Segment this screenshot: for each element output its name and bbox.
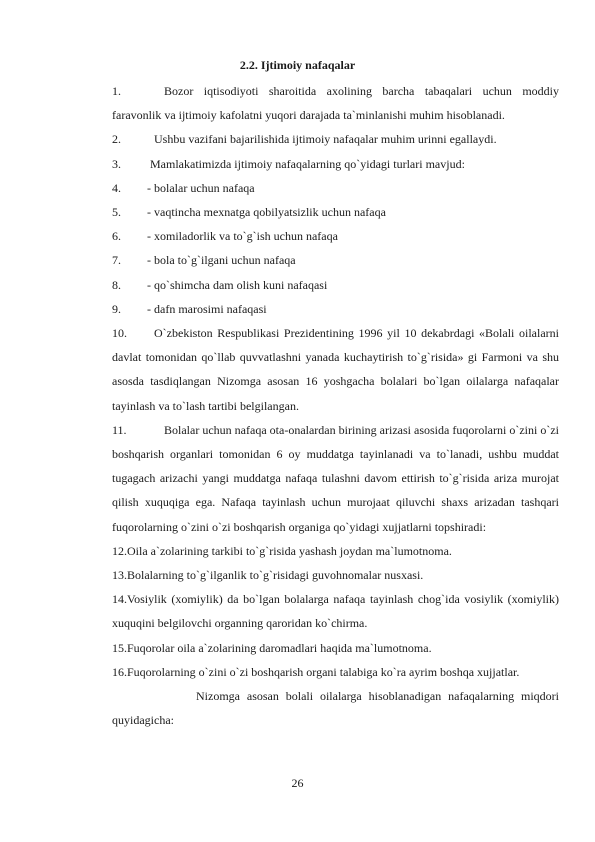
item-number: 4. — [112, 180, 121, 195]
item-text: Fuqorolar oila a`zolarining daromadlari haqida ma`lumotnoma. — [127, 640, 432, 655]
item-number: 14. — [112, 592, 127, 607]
item-text: - bolalar uchun nafaqa — [147, 180, 255, 195]
list-item — [112, 176, 559, 200]
item-text: - qo`shimcha dam olish kuni nafaqasi — [147, 277, 328, 292]
item-text: - bola to`g`ilgani uchun nafaqa — [147, 253, 296, 268]
item-number: 5. — [112, 205, 121, 220]
item-text: - xomiladorlik va to`g`ish uchun nafaqa — [147, 229, 338, 244]
page-number: 26 — [291, 776, 304, 790]
section-title: 2.2. Ijtimoiy nafaqalar — [239, 58, 356, 72]
list-item — [112, 200, 559, 224]
closing-paragraph — [112, 684, 559, 732]
item-text: - vaqtincha mexnatga qobilyatsizlik uchun nafaqa — [147, 205, 386, 220]
item-number: 2. — [112, 132, 121, 147]
item-text: Bolalar uchun nafaqa ota-onalardan birining arizasi asosida fuqorolarni o`zini o`zi boshqarish organlari tomonidan 6 oy muddatga tayinlanadi va to`lanadi, ushbu muddat tugagach arizachi yangi muddatga nafaqa tulashni davom ettirish to`g`risida ariza murojat qilish xuquqiga ega. Nafaqa tayinlash uchun murojaat qiluvchi shaxs arizadan tashqari fuqorolarning o`zini o`zi boshqarish organiga qo`yidagi xujjatlarni topshiradi: — [112, 422, 559, 534]
list-item — [112, 636, 559, 660]
item-text: Mamlakatimizda ijtimoiy nafaqalarning qo`yidagi turlari mavjud: — [150, 156, 465, 171]
item-text: Vosiylik (xomiylik) da bo`lgan bolalarga nafaqa tayinlash chog`ida vosiylik (xomiylik) xuquqini belgilovchi organning qaroridan ko`chirma. — [112, 592, 559, 631]
list-item — [112, 79, 559, 127]
list-item — [112, 273, 559, 297]
item-number: 7. — [112, 253, 121, 268]
item-text: Fuqorolarning o`zini o`zi boshqarish organi talabiga ko`ra ayrim boshqa xujjatlar. — [127, 664, 520, 679]
item-number: 9. — [112, 301, 121, 316]
item-text: - dafn marosimi nafaqasi — [147, 301, 267, 316]
item-number: 11. — [112, 422, 127, 437]
list-item — [112, 152, 559, 176]
item-number: 3. — [112, 156, 121, 171]
list-item — [112, 127, 559, 151]
item-number: 16. — [112, 664, 127, 679]
item-number: 1. — [112, 84, 121, 98]
item-text: Ushbu vazifani bajarilishida ijtimoiy nafaqalar muhim urinni egallaydi. — [154, 132, 497, 147]
list-item — [112, 224, 559, 248]
item-text: Bozor iqtisodiyoti sharoitida axolining barcha tabaqalari uchun moddiy faravonlik va ijtimoiy kafolatni yuqori darajada ta`minlanishi muhim hisoblanadi. — [112, 84, 559, 123]
item-number: 8. — [112, 277, 121, 292]
item-text: Oila a`zolarining tarkibi to`g`risida yashash joydan ma`lumotnoma. — [127, 543, 452, 558]
item-text: O`zbekiston Respublikasi Prezidentining 1996 yil 10 dekabrdagi «Bolali oilalarni davlat tomonidan qo`llab quvvatlashni yanada kuchaytirish to`g`risida» gi Farmoni va shu asosda tasdiqlangan Nizomga asosan 16 yoshgacha bolalari bo`lgan oilalarga nafaqalar tayinlash va to`lash tartibi belgilangan. — [112, 326, 559, 413]
closing-text: Nizomga asosan bolali oilalarga hisoblanadigan nafaqalarning miqdori quyidagicha: — [112, 689, 559, 728]
list-item — [112, 563, 559, 587]
item-number: 10. — [112, 326, 127, 341]
list-item — [112, 297, 559, 321]
item-number: 13. — [112, 568, 127, 583]
document-body — [112, 79, 559, 732]
item-number: 15. — [112, 640, 127, 655]
item-number: 12. — [112, 543, 127, 558]
item-text: Bolalarning to`g`ilganlik to`g`risidagi guvohnomalar nusxasi. — [127, 568, 424, 583]
list-item — [112, 321, 559, 418]
list-item — [112, 418, 559, 539]
list-item — [112, 587, 559, 635]
list-item — [112, 660, 559, 684]
list-item — [112, 539, 559, 563]
item-number: 6. — [112, 229, 121, 244]
list-item — [112, 248, 559, 272]
